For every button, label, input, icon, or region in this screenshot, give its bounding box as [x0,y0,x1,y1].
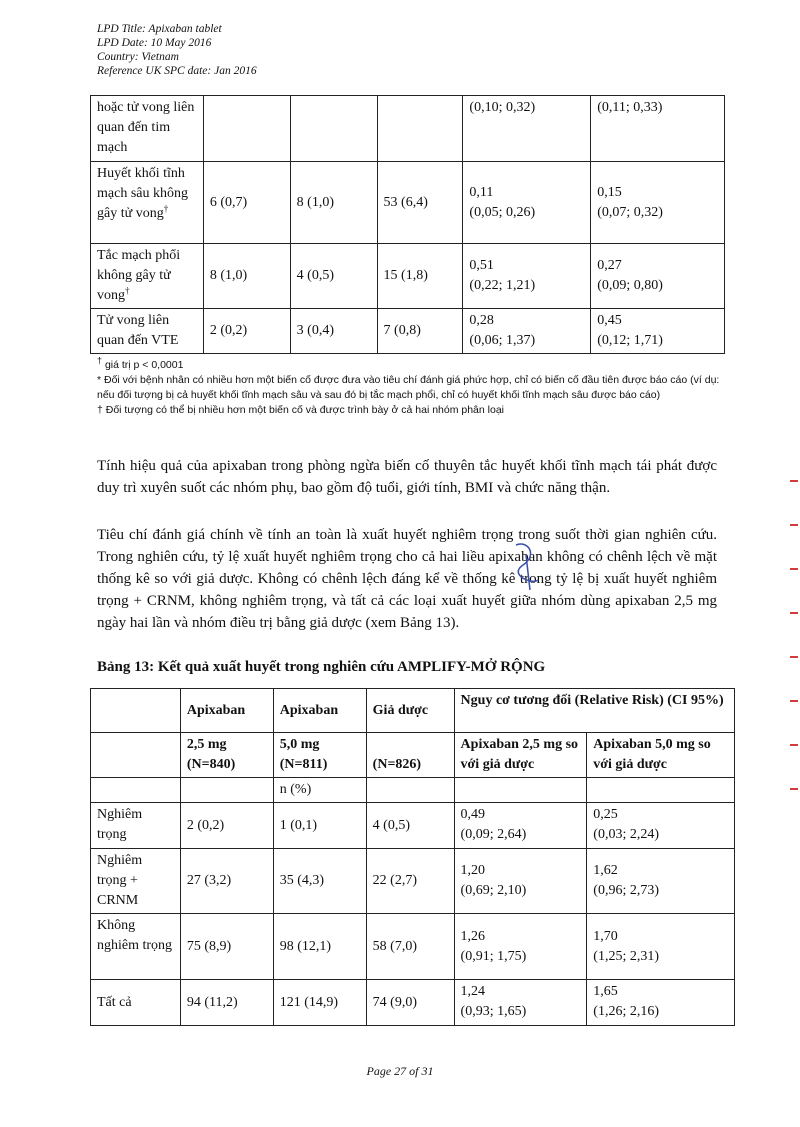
table-cell: 22 (2,7) [366,849,454,914]
row-label [91,244,204,309]
table-cell: 58 (7,0) [366,914,454,980]
table-header-row [91,778,735,803]
row-label: Không nghiêm trọng [91,914,181,980]
margin-mark [790,480,798,482]
table-cell [290,96,377,162]
table-cell: 98 (12,1) [273,914,366,980]
dagger-mark: † [97,355,103,366]
table-cell [203,96,290,162]
margin-mark [790,744,798,746]
footnote-multiple: † Đối tượng có thể bị nhiều hơn một biến cố và được trình bày ở cả hai nhóm phân loại [97,404,504,416]
rr-ci: (0,93; 1,65) [460,1004,527,1019]
header-empty [91,778,181,803]
efficacy-table-continued [90,95,725,354]
table-row [91,96,725,162]
footnote-p-value [97,355,737,373]
table-cell: 4 (0,5) [290,244,377,309]
table-cell: 8 (1,0) [203,244,290,309]
table-cell: 1 (0,1) [273,803,366,849]
table-row [91,162,725,244]
table-cell: 15 (1,8) [377,244,463,309]
table-cell [587,980,735,1026]
rr-ci: (0,96; 2,73) [593,883,659,898]
header-date: LPD Date: 10 May 2016 [97,37,212,49]
table-cell: 2 (0,2) [180,803,273,849]
rr-ci: (0,03; 2,24) [593,827,659,842]
table-cell: 94 (11,2) [180,980,273,1026]
rr-value: 0,25 [593,807,618,822]
header-dose-1 [180,733,273,778]
table-row [91,980,735,1026]
row-label: Tất cả [91,980,181,1026]
rr-value: 1,70 [593,928,618,944]
table-cell [463,309,591,354]
table-cell [587,849,735,914]
rr-value: 0,11 [469,184,494,200]
rr-ci: (0,09; 0,80) [597,278,663,293]
table-cell: 53 (6,4) [377,162,463,244]
row-label: hoặc tử vong liên quan đến tim mạch [91,96,204,162]
table-cell: 7 (0,8) [377,309,463,354]
header-apixaban-1: Apixaban [180,689,273,733]
rr-value: 0,27 [597,258,622,273]
n-text: (N=811) [279,757,328,772]
header-empty [587,778,735,803]
header-n-placebo: (N=826) [366,733,454,778]
rr-ci: (0,69; 2,10) [460,883,527,898]
table-row [91,309,725,354]
rr-value: 1,24 [460,984,486,999]
table-cell: 74 (9,0) [366,980,454,1026]
header-empty [91,689,181,733]
table-row [91,914,735,980]
rr-value: 1,62 [593,863,618,878]
rr-value: 0,28 [469,313,494,328]
rr-value: 1,26 [460,928,486,944]
table-caption: Bảng 13: Kết quả xuất huyết trong nghiên cứu AMPLIFY-MỞ RỘNG [97,659,546,675]
margin-marks [790,480,800,832]
table-cell: 6 (0,7) [203,162,290,244]
header-title: LPD Title: Apixaban tablet [97,23,222,35]
header-empty [454,778,587,803]
table-cell: 3 (0,4) [290,309,377,354]
table-cell [454,849,587,914]
table-cell [463,162,591,244]
row-label-text: Huyết khối tĩnh mạch sâu không gây tử vong [97,166,188,221]
table-cell: 2 (0,2) [203,309,290,354]
table-cell: 75 (8,9) [180,914,273,980]
rr-value: 1,65 [593,984,618,999]
rr-ci: (0,09; 2,64) [460,827,527,842]
table-cell: (0,10; 0,32) [463,96,591,162]
paragraph-efficacy: Tính hiệu quả của apixaban trong phòng ngừa biến cố thuyên tắc huyết khối tĩnh mạch tái phát được duy trì xuyên suốt các nhóm phụ, bao gồm độ tuổi, giới tính, BMI và chức năng thận. [97,458,717,496]
header-placebo: Giả dược [366,689,454,733]
header-country: Country: Vietnam [97,51,179,63]
margin-mark [790,568,798,570]
rr-value: 1,20 [460,863,486,878]
row-label: Tử vong liên quan đến VTE [91,309,204,354]
header-empty [91,733,181,778]
rr-ci: (0,22; 1,21) [469,278,536,293]
table-cell [591,162,725,244]
table-cell [591,309,725,354]
table-cell [591,244,725,309]
margin-mark [790,524,798,526]
header-rr-25: Apixaban 2,5 mg so với giả dược [454,733,587,778]
rr-ci: (0,12; 1,71) [597,333,663,348]
row-label [91,162,204,244]
table-footnotes [97,355,737,418]
header-empty [180,778,273,803]
footnote-text: giá trị p < 0,0001 [104,359,184,371]
dagger-mark: † [163,203,169,214]
row-label: Nghiêm trọng [91,803,181,849]
table-row [91,244,725,309]
dose-text: 2,5 mg [186,737,227,752]
table-cell [454,914,587,980]
rr-value: 0,45 [597,313,622,328]
rr-ci: (1,26; 2,16) [593,1004,659,1019]
table-cell [454,980,587,1026]
header-relative-risk: Nguy cơ tương đối (Relative Risk) (CI 95%) [454,689,734,733]
table-cell [587,803,735,849]
table-cell: 27 (3,2) [180,849,273,914]
bleeding-results-table [90,688,735,1026]
header-dose-2 [273,733,366,778]
header-reference: Reference UK SPC date: Jan 2016 [97,65,257,77]
margin-mark [790,788,798,790]
header-n-pct: n (%) [273,778,366,803]
rr-ci: (0,07; 0,32) [597,204,663,220]
rr-ci: (0,05; 0,26) [469,204,536,220]
table-header-row [91,733,735,778]
rr-value: 0,15 [597,184,622,200]
paragraph-safety: Tiêu chí đánh giá chính về tính an toàn là xuất huyết nghiêm trọng trong suốt thời gian nghiên cứu. Trong nghiên cứu, tỷ lệ xuất huyết nghiêm trọng cho cả hai liều apixaban không có chênh lệch về mặt thống kê so với giả dược. Không có chênh lệch đáng kể về thống kê trong tỷ lệ bị xuất huyết nghiêm trọng + CRNM, không nghiêm trọng, và tất cả các loại xuất huyết giữa nhóm dùng apixaban 2,5 mg ngày hai lần và nhóm điều trị bằng giả dược (xem Bảng 13). [97,527,717,631]
table-cell [454,803,587,849]
page-number: Page 27 of 31 [366,1064,434,1078]
table-cell: (0,11; 0,33) [591,96,725,162]
table-cell: 121 (14,9) [273,980,366,1026]
rr-value: 0,49 [460,807,486,822]
rr-ci: (1,25; 2,31) [593,948,659,964]
header-rr-50: Apixaban 5,0 mg so với giả dược [587,733,735,778]
header-apixaban-2: Apixaban [273,689,366,733]
n-text: (N=840) [186,757,236,772]
signature-mark [508,535,548,595]
table-cell: 4 (0,5) [366,803,454,849]
header-empty [366,778,454,803]
table-cell: 35 (4,3) [273,849,366,914]
document-header [97,22,257,78]
row-label-text: Tắc mạch phổi không gây tử vong [97,248,181,303]
table-cell [587,914,735,980]
margin-mark [790,612,798,614]
table-row [91,849,735,914]
footnote-composite: * Đối với bệnh nhân có nhiều hơn một biến cố được đưa vào tiêu chí đánh giá phức hợp, chỉ có biến cố đầu tiên được báo cáo (ví dụ: nếu đối tượng bị cả huyết khối tĩnh mạch sâu và sau đó bị tắc mạch phổi, chỉ có huyết khối tĩnh mạch sâu được báo cáo) [97,374,720,401]
rr-ci: (0,06; 1,37) [469,333,536,348]
dose-text: 5,0 mg [279,737,320,752]
rr-ci: (0,91; 1,75) [460,948,527,964]
table-cell [377,96,463,162]
margin-mark [790,656,798,658]
margin-mark [790,700,798,702]
table-cell: 8 (1,0) [290,162,377,244]
rr-value: 0,51 [469,258,494,273]
table-header-row [91,689,735,733]
dagger-mark: † [125,285,130,296]
row-label: Nghiêm trọng + CRNM [91,849,181,914]
table-cell [463,244,591,309]
table-row [91,803,735,849]
